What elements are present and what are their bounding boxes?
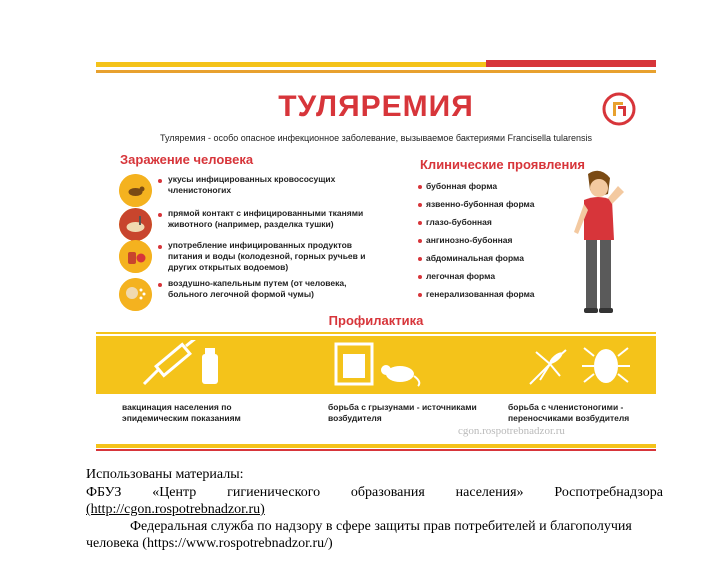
bullet-dot [418,293,422,297]
bullet-dot [158,283,162,287]
bullet-dot [418,275,422,279]
top-orange-bar [96,70,656,73]
rodent-trap-icon [334,342,424,388]
bullet-dot [418,221,422,225]
clinical-item [426,289,566,299]
source-word: населения» [455,485,524,500]
watermark: cgon.rospotrebnadzor.ru [458,425,565,437]
sources-line-4: человека (https://www.rospotrebnadzor.ru/) [86,536,333,551]
clinical-item-text: глазо-бубонная [426,217,492,227]
tularemia-poster [96,60,656,452]
clinical-item-text: язвенно-бубонная форма [426,199,535,209]
bullet-dot [158,245,162,249]
clinical-item [426,199,566,209]
bullet-dot [418,185,422,189]
infection-heading: Заражение человека [120,152,254,167]
poster-subtitle: Туляремия - особо опасное инфекционное заболевание, вызываемое бактериями Francisella tularensis [159,133,593,143]
top-decor-bars [96,60,656,76]
source-word: образования [350,485,425,500]
infection-item [96,208,366,244]
infection-item-text: воздушно-капельным путем (от человека, больного легочной формой чумы) [168,278,347,299]
animal-carcass-icon [119,208,152,241]
sources-heading: Использованы материалы: [86,467,244,482]
bullet-dot [418,239,422,243]
bullet-dot [158,179,162,183]
clinical-item-text: легочная форма [426,271,496,281]
clinical-item-text: бубонная форма [426,181,498,191]
food-water-icon [119,240,152,273]
prevention-heading: Профилактика [328,313,424,328]
sources-line-3: Федеральная служба по надзору в сфере защиты прав потребителей и благополучия [130,519,632,534]
bullet-dot [418,203,422,207]
insect-bite-icon [119,174,152,207]
infection-item [96,174,366,210]
source-word: «Центр [152,485,197,500]
clinical-item [426,253,566,263]
syringe-vial-icon [136,340,226,390]
clinical-item [426,217,566,227]
top-red-bar [486,60,656,67]
mosquito-tick-icon [526,340,636,390]
prevention-label: борьба с грызунами - источниками возбудителя [328,402,477,423]
sick-woman-illustration [566,168,626,318]
clinical-item [426,181,566,191]
clinical-item-text: абдоминальная форма [426,253,524,263]
poster-title: ТУЛЯРЕМИЯ [278,90,474,123]
clinical-item-text: генерализованная форма [426,289,535,299]
bottom-yellow-bar [96,444,656,448]
prevention-label: борьба с членистоногими - переносчиками возбудителя [508,402,630,423]
prevention-label: вакцинация населения по эпидемическим показаниям [122,402,241,423]
infection-item [96,278,366,314]
clinical-item [426,235,566,245]
infection-item [96,240,366,276]
clinical-item-text: ангинозно-бубонная [426,235,513,245]
bottom-red-bar [96,449,656,451]
infection-item-text: употребление инфицированных продуктов питания и воды (колодезной, горных ручьев и других открытых водоемов) [168,240,366,272]
infection-item-text: прямой контакт с инфицированными тканями животного (например, разделка тушки) [168,208,364,229]
bullet-dot [418,257,422,261]
clinical-heading: Клинические проявления [420,157,585,172]
prevention-band-line [96,332,656,334]
source-word: гигиенического [227,485,321,500]
clinical-item [426,271,566,281]
source-word: Роспотребнадзора [554,485,663,500]
prevention-band [96,336,656,394]
sources-line-1 [86,485,663,501]
airborne-icon [119,278,152,311]
bullet-dot [158,213,162,217]
cgon-logo-icon [602,92,636,126]
cgon-link[interactable]: (http://cgon.rospotrebnadzor.ru) [86,502,265,517]
source-word: ФБУЗ [86,485,122,500]
infection-item-text: укусы инфицированных кровососущих членистоногих [168,174,336,195]
